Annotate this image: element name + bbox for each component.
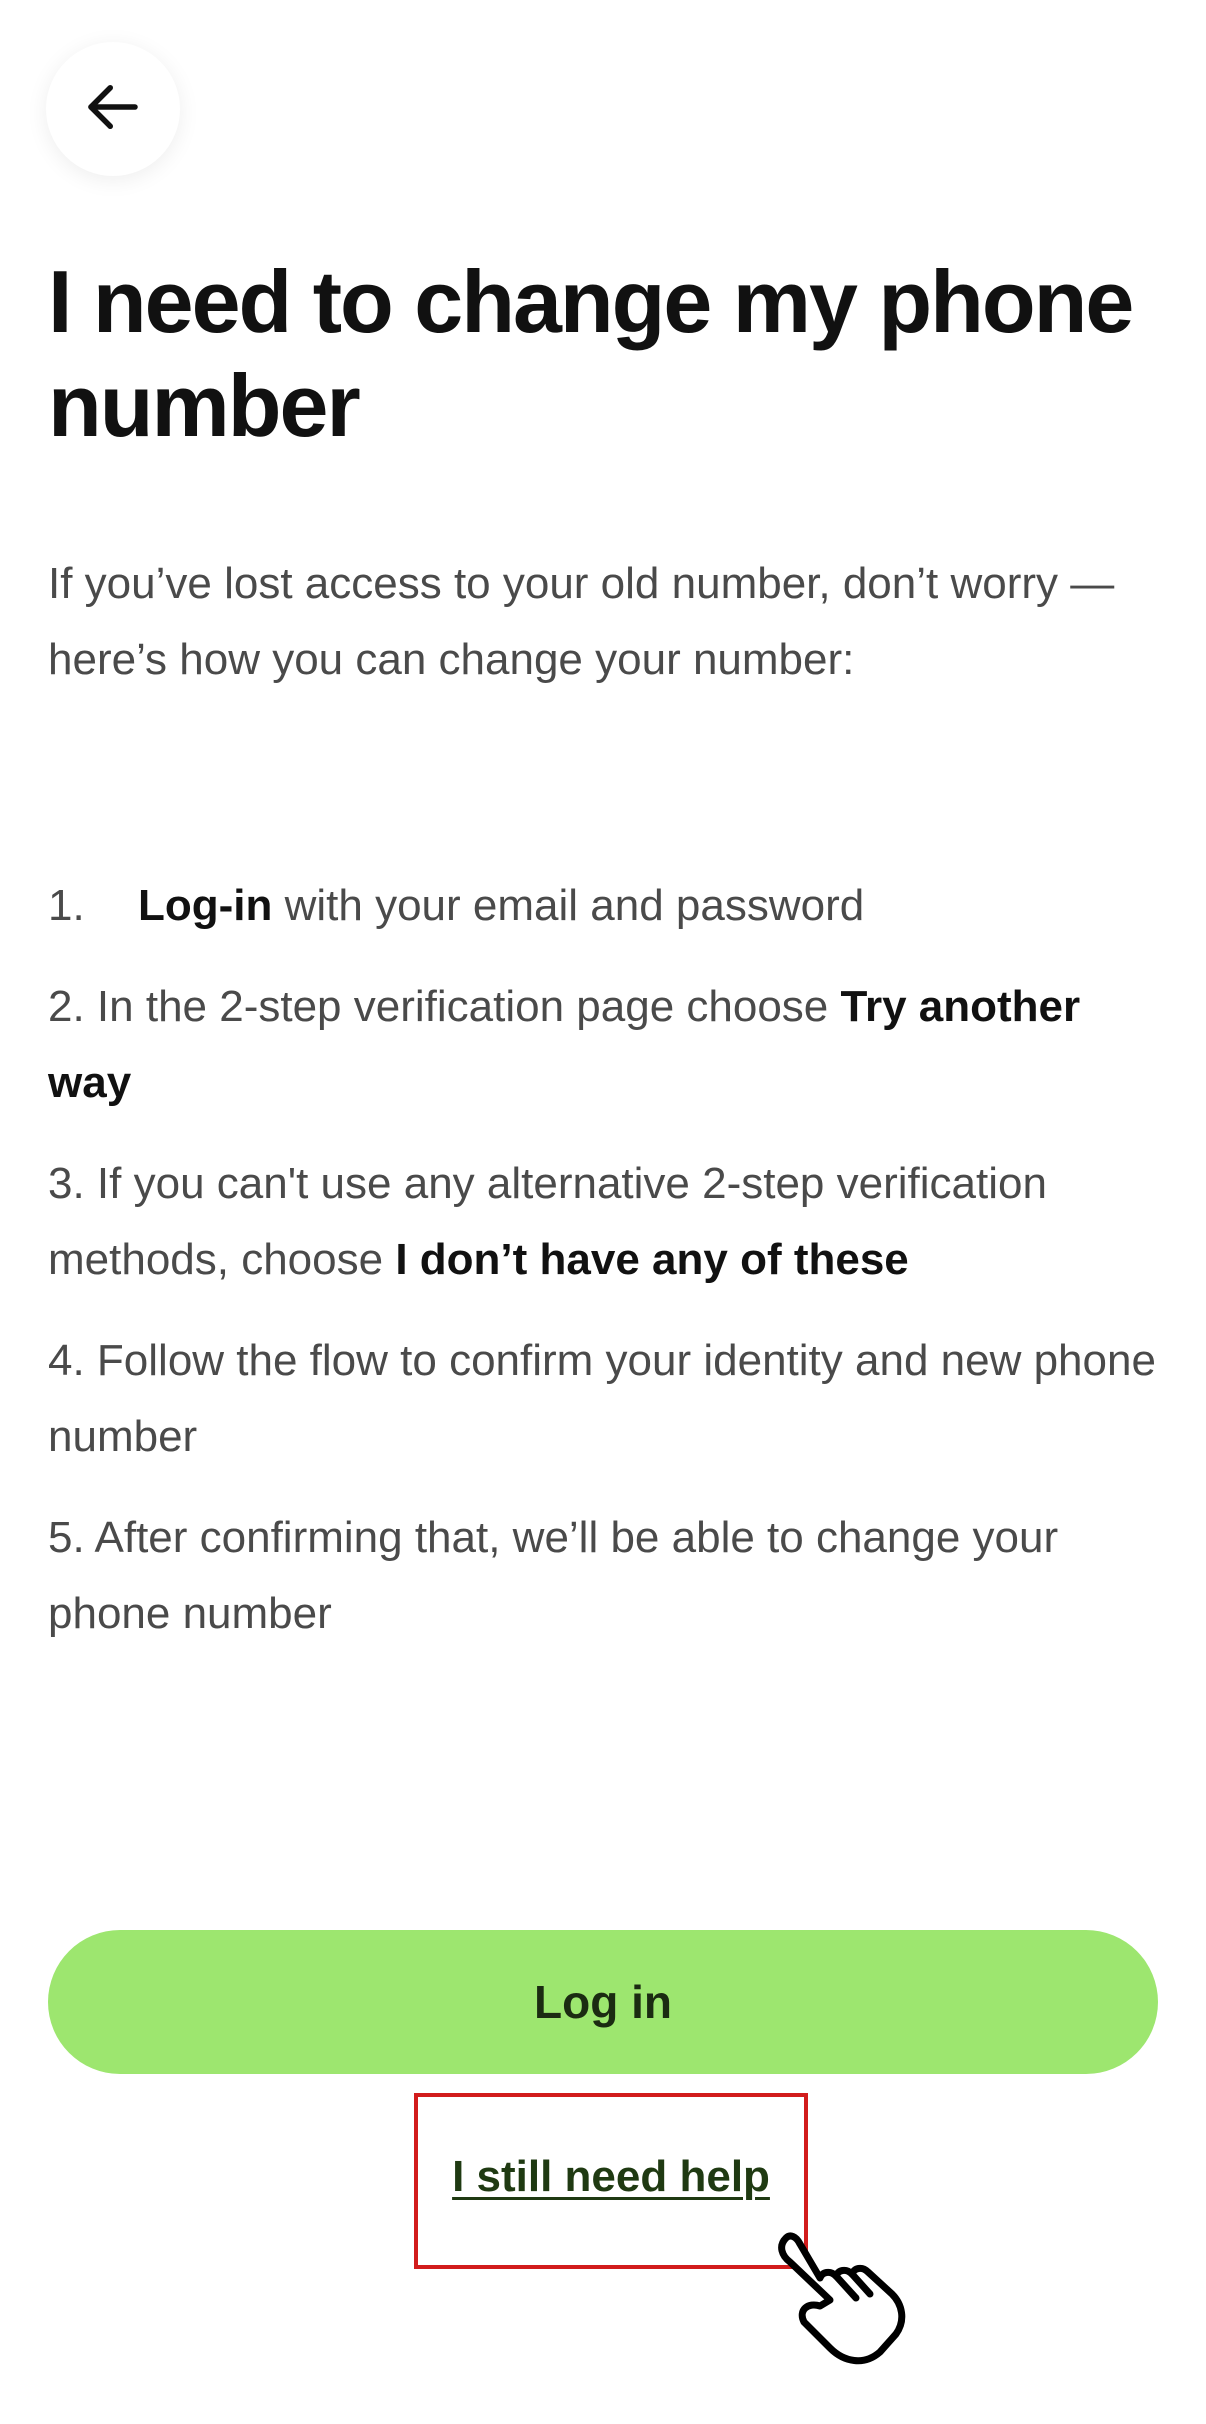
page-title: I need to change my phone number [48,252,1133,455]
step-text: 5. After confirming that, we’ll be able to change your phone number [48,1513,1059,1638]
steps-list [48,868,1158,1677]
back-button[interactable] [46,42,180,176]
step-text: 4. Follow the flow to confirm your identity and new phone number [48,1336,1156,1461]
step-emphasis: I don’t have any of these [395,1235,909,1284]
step-item [48,1323,1158,1475]
step-text: 2. In the 2-step verification page choose [48,982,841,1031]
step-number: 1. [48,881,85,930]
step-item [48,1500,1158,1652]
hand-pointer-icon [768,2222,908,2372]
arrow-left-icon [80,74,146,145]
still-need-help-link[interactable]: I still need help [452,2152,770,2201]
step-item [48,868,1158,944]
step-emphasis: Log-in [138,881,273,930]
step-item [48,969,1158,1121]
intro-text: If you’ve lost access to your old number, don’t worry — here’s how you can change your number: [48,559,1115,684]
step-emphasis: Try another way [48,982,1081,1107]
step-text: with your email and password [272,881,865,930]
login-button[interactable]: Log in [48,1930,1158,2074]
step-text: 3. If you can't use any alternative 2-step verification methods, choose [48,1159,1047,1284]
step-item [48,1146,1158,1298]
